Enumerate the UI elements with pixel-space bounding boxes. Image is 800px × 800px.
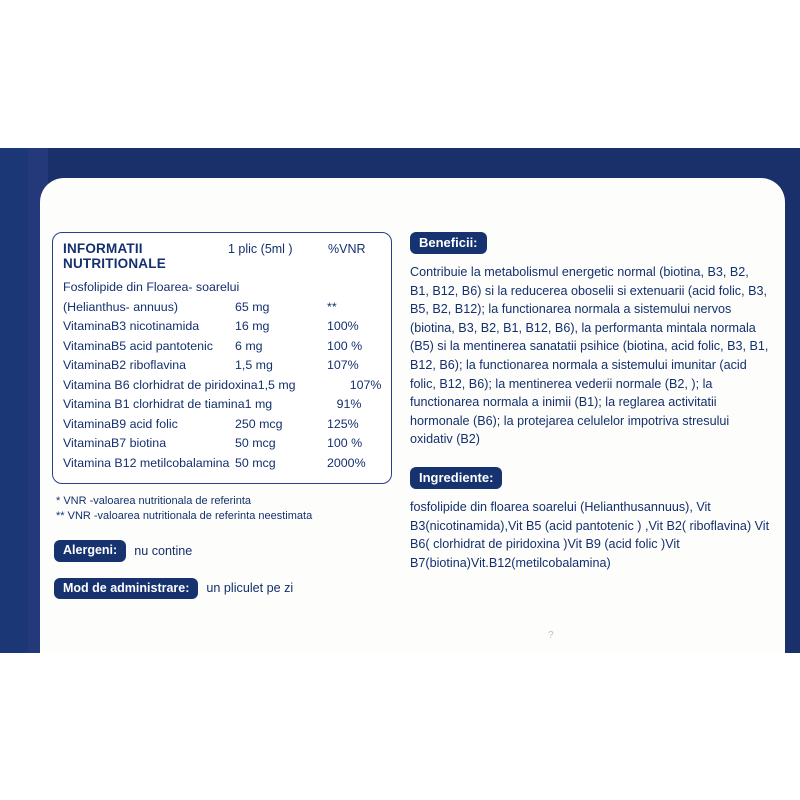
table-row	[63, 395, 381, 415]
nutrient-nrv: 107%	[349, 377, 382, 392]
table-row	[63, 415, 381, 435]
nutrient-nrv: 100 %	[327, 338, 363, 353]
nutrient-qty: 1 mg	[244, 397, 273, 411]
nutrition-column	[52, 232, 392, 599]
table-row	[63, 317, 381, 337]
nutrition-table-header	[63, 241, 381, 278]
allergens-value: nu contine	[134, 543, 193, 558]
benefits-label: Beneficii:	[410, 232, 487, 254]
nutrition-nrv-header: %VNR	[328, 242, 366, 256]
table-row	[63, 356, 381, 376]
nutrient-qty: 1,5 mg	[257, 377, 296, 392]
footnote-vnr-unestimated: ** VNR -valoarea nutritionala de referinta neestimata	[56, 510, 313, 522]
nutrient-nrv: 107%	[327, 358, 359, 372]
table-row	[63, 337, 381, 357]
nutrient-name: VitaminaB5 acid pantotenic	[63, 338, 213, 353]
nutrient-qty: 1,5 mg	[235, 358, 273, 372]
table-row	[63, 434, 381, 454]
nutrient-qty: 50 mcg	[235, 436, 276, 450]
nutrient-name: Vitamina B6 clorhidrat de piridoxina	[63, 377, 258, 392]
nutrient-name: (Helianthus- annuus)	[63, 299, 179, 314]
nutrient-nrv: **	[327, 299, 337, 314]
nutrition-serving-header: 1 plic (5ml )	[228, 242, 293, 256]
nutrient-qty: 50 mcg	[235, 455, 276, 470]
nutrient-name: Vitamina B12 metilcobalamina	[63, 455, 230, 470]
nutrient-qty: 65 mg	[235, 299, 270, 314]
nutrient-name: VitaminaB2 riboflavina	[63, 358, 187, 372]
nutrient-nrv: 2000%	[327, 455, 366, 470]
table-row	[63, 298, 381, 318]
nutrient-name: VitaminaB9 acid folic	[63, 416, 178, 431]
footnote-vnr: * VNR -valoarea nutritionala de referinta	[56, 495, 252, 507]
watermark: ?	[548, 630, 554, 641]
nutrition-title: INFORMATII NUTRITIONALE	[63, 241, 166, 271]
table-row	[63, 376, 381, 396]
nutrient-qty: 6 mg	[235, 338, 263, 353]
spacer	[410, 449, 770, 467]
nutrient-name: Fosfolipide din Floarea- soarelui	[63, 280, 240, 294]
nutrient-nrv: 91%	[336, 397, 362, 411]
nutrition-table	[52, 232, 392, 484]
ingredients-text: fosfolipide din floarea soarelui (Helianthusannuus), Vit B3(nicotinamida),Vit B5 (acid pantotenic ) ,Vit B2( riboflavina) Vit B6( clorhidrat de piridoxina )Vit B9 (acid folic )Vit B7(biotina)Vit.B12(metilcobalamina)	[410, 499, 770, 570]
table-row	[63, 278, 381, 298]
nutrient-qty: 16 mg	[235, 319, 270, 333]
benefits-column	[410, 232, 770, 572]
allergens-label: Alergeni:	[54, 540, 126, 562]
administration-value: un pliculet pe zi	[206, 581, 294, 596]
nutrition-footnotes	[52, 494, 392, 524]
nutrient-name: VitaminaB3 nicotinamida	[63, 319, 200, 333]
ingredients-label: Ingrediente:	[410, 467, 502, 489]
nutrient-name: Vitamina B1 clorhidrat de tiamina	[63, 397, 245, 411]
table-row	[63, 454, 381, 474]
administration-label: Mod de administrare:	[54, 578, 198, 600]
nutrient-name: VitaminaB7 biotina	[63, 436, 167, 450]
nutrient-nrv: 100 %	[327, 436, 363, 450]
panel-left-band	[0, 148, 28, 653]
nutrient-nrv: 125%	[327, 416, 359, 431]
benefits-text: Contribuie la metabolismul energetic normal (biotina, B3, B2, B1, B12, B6) si la reducerea oboselii si extenuarii (acid folic, B3, B5, B2, B12); la functionarea normala a sistemului nervos (biotina, B3, B2, B1, B12, B6), la performanta mintala normala (B5) si la mentinerea sanatatii psihice (biotina, acid folic, B3, B1, B12, B6); la functionarea normala a sistemului imunitar (acid folic, B12, B6); la mentinerea vederii normale (B2, ); la functionarea normala a inimii (B1); la reglarea activitatii hormonale (B6); la protejarea celulelor impotriva stresului oxidativ (B2)	[410, 265, 769, 447]
nutrient-qty: 250 mcg	[235, 416, 283, 431]
allergens-row	[52, 540, 392, 562]
nutrient-nrv: 100%	[327, 319, 359, 333]
administration-row	[52, 578, 392, 600]
